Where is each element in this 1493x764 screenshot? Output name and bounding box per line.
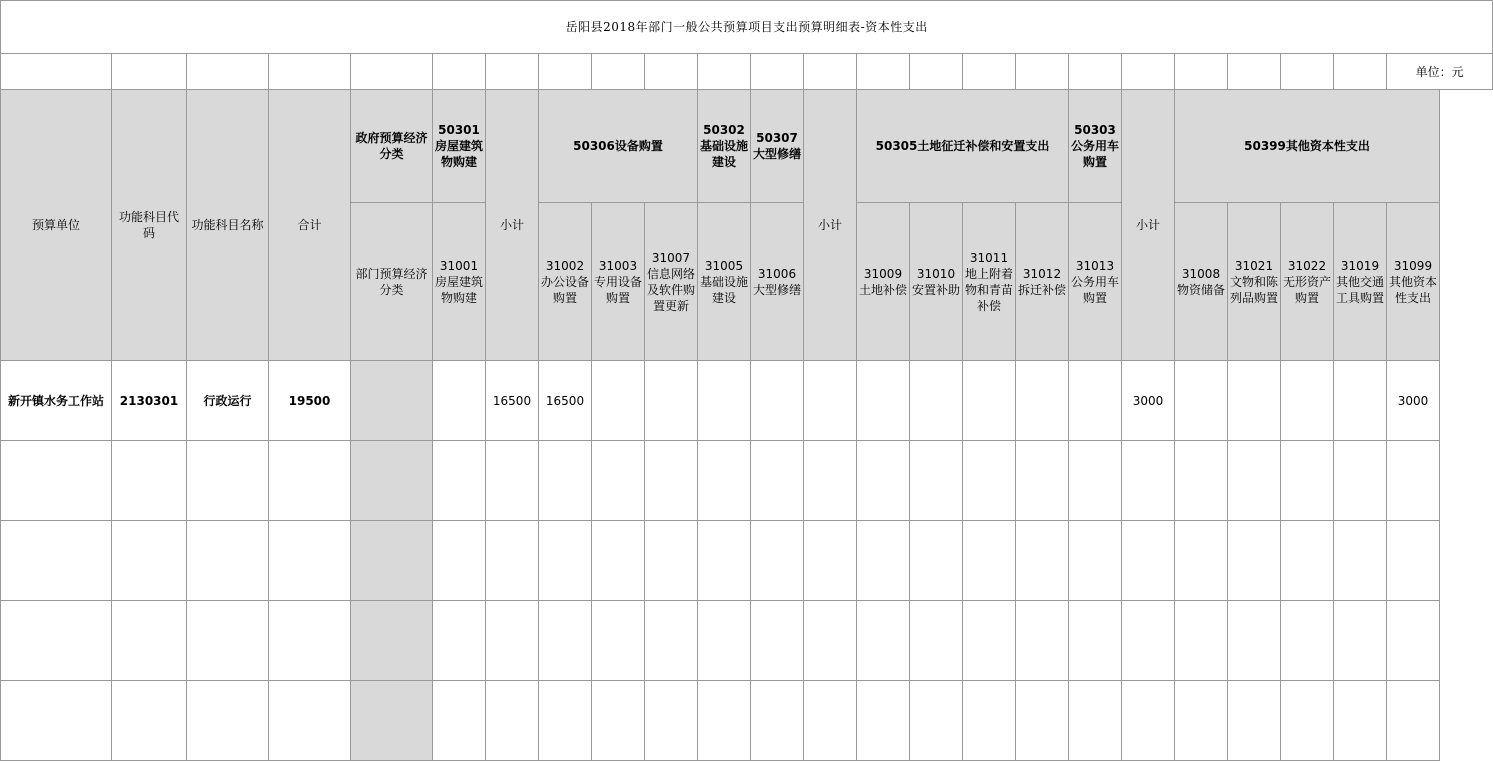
empty-cell [1281, 441, 1334, 521]
empty-cell [1016, 681, 1069, 761]
header-budget-unit: 预算单位 [1, 90, 112, 361]
header-31012: 31012拆迁补偿 [1016, 203, 1069, 361]
empty-cell [433, 681, 486, 761]
unit-label: 单位：元 [1387, 54, 1493, 90]
empty-cell [1, 681, 112, 761]
cell-31007 [645, 361, 698, 441]
empty-cell [1069, 601, 1122, 681]
header-31021: 31021文物和陈列品购置 [1228, 203, 1281, 361]
empty-cell [1228, 681, 1281, 761]
empty-cell [698, 681, 751, 761]
header-gov-econ: 政府预算经济分类 [351, 90, 433, 203]
header-func-code: 功能科目代码 [112, 90, 187, 361]
empty-cell [351, 521, 433, 601]
empty-cell [592, 441, 645, 521]
empty-cell [1387, 601, 1440, 681]
empty-cell [1069, 54, 1122, 90]
empty-cell [751, 54, 804, 90]
empty-cell [804, 601, 857, 681]
empty-cell [187, 54, 269, 90]
empty-cell [910, 521, 963, 601]
cell-31001 [433, 361, 486, 441]
header-31013: 31013公务用车购置 [1069, 203, 1122, 361]
cell-subtotal-1: 16500 [486, 361, 539, 441]
empty-cell [187, 521, 269, 601]
empty-cell [698, 601, 751, 681]
empty-cell [1122, 521, 1175, 601]
empty-cell [1, 441, 112, 521]
empty-cell [698, 441, 751, 521]
empty-cell [592, 681, 645, 761]
empty-cell [539, 521, 592, 601]
cell-func-name: 行政运行 [187, 361, 269, 441]
empty-cell [592, 521, 645, 601]
header-dept-econ: 部门预算经济分类 [351, 203, 433, 361]
empty-cell [698, 521, 751, 601]
cell-31012 [1016, 361, 1069, 441]
cell-31099: 3000 [1387, 361, 1440, 441]
empty-cell [1228, 601, 1281, 681]
cell-31019 [1334, 361, 1387, 441]
header-subtotal-2: 小计 [804, 90, 857, 361]
empty-cell [433, 54, 486, 90]
header-50305: 50305土地征迁补偿和安置支出 [857, 90, 1069, 203]
empty-cell [804, 681, 857, 761]
cell-31021 [1228, 361, 1281, 441]
empty-cell [1016, 521, 1069, 601]
empty-cell [486, 601, 539, 681]
empty-cell [1228, 521, 1281, 601]
empty-cell [112, 441, 187, 521]
empty-cell [857, 54, 910, 90]
table-row [1, 601, 1493, 681]
cell-31013 [1069, 361, 1122, 441]
cell-econ [351, 361, 433, 441]
header-50306: 50306设备购置 [539, 90, 698, 203]
empty-cell [1387, 681, 1440, 761]
empty-cell [539, 601, 592, 681]
empty-cell [804, 54, 857, 90]
cell-31011 [963, 361, 1016, 441]
empty-cell [1387, 441, 1440, 521]
empty-cell [857, 601, 910, 681]
header-31099: 31099其他资本性支出 [1387, 203, 1440, 361]
empty-cell [910, 441, 963, 521]
empty-cell [1175, 521, 1228, 601]
empty-cell [1281, 521, 1334, 601]
empty-cell [1281, 681, 1334, 761]
empty-cell [645, 601, 698, 681]
table-row [1, 441, 1493, 521]
empty-cell [112, 681, 187, 761]
empty-cell [1, 601, 112, 681]
cell-31006 [751, 361, 804, 441]
cell-31005 [698, 361, 751, 441]
header-total: 合计 [269, 90, 351, 361]
empty-cell [910, 601, 963, 681]
header-31019: 31019其他交通工具购置 [1334, 203, 1387, 361]
empty-cell [269, 521, 351, 601]
empty-cell [1122, 601, 1175, 681]
empty-cell [1122, 54, 1175, 90]
empty-cell [963, 54, 1016, 90]
empty-cell [351, 601, 433, 681]
empty-cell [857, 441, 910, 521]
empty-cell [1334, 681, 1387, 761]
header-31009: 31009土地补偿 [857, 203, 910, 361]
header-50303: 50303公务用车购置 [1069, 90, 1122, 203]
cell-31010 [910, 361, 963, 441]
empty-cell [592, 601, 645, 681]
header-50302: 50302基础设施建设 [698, 90, 751, 203]
cell-31022 [1281, 361, 1334, 441]
empty-cell [963, 441, 1016, 521]
empty-cell [486, 521, 539, 601]
header-50307: 50307大型修缮 [751, 90, 804, 203]
empty-cell [1069, 441, 1122, 521]
page-title: 岳阳县2018年部门一般公共预算项目支出预算明细表-资本性支出 [1, 1, 1493, 54]
header-31011: 31011地上附着物和青苗补偿 [963, 203, 1016, 361]
empty-cell [804, 521, 857, 601]
header-31022: 31022无形资产购置 [1281, 203, 1334, 361]
empty-cell [486, 681, 539, 761]
empty-cell [433, 441, 486, 521]
header-row-1 [1, 90, 1493, 203]
empty-cell [857, 681, 910, 761]
empty-cell [1, 54, 112, 90]
empty-cell [1281, 601, 1334, 681]
empty-cell [1069, 681, 1122, 761]
empty-cell [698, 54, 751, 90]
empty-cell [751, 601, 804, 681]
header-31007: 31007信息网络及软件购置更新 [645, 203, 698, 361]
header-31010: 31010安置补助 [910, 203, 963, 361]
header-31001: 31001房屋建筑物购建 [433, 203, 486, 361]
empty-cell [1334, 54, 1387, 90]
empty-cell [1, 521, 112, 601]
empty-cell [1069, 521, 1122, 601]
empty-cell [1334, 601, 1387, 681]
empty-cell [1281, 54, 1334, 90]
header-subtotal-3: 小计 [1122, 90, 1175, 361]
empty-cell [592, 54, 645, 90]
empty-cell [1228, 54, 1281, 90]
empty-cell [963, 681, 1016, 761]
empty-cell [539, 54, 592, 90]
unit-row [1, 54, 1493, 90]
empty-cell [645, 441, 698, 521]
empty-cell [486, 54, 539, 90]
empty-cell [751, 441, 804, 521]
empty-cell [1387, 521, 1440, 601]
empty-cell [1122, 681, 1175, 761]
empty-cell [539, 441, 592, 521]
table-row [1, 681, 1493, 761]
header-31005: 31005基础设施建设 [698, 203, 751, 361]
table-row [1, 361, 1493, 441]
empty-cell [539, 681, 592, 761]
empty-cell [645, 681, 698, 761]
empty-cell [351, 54, 433, 90]
table-row [1, 521, 1493, 601]
empty-cell [1122, 441, 1175, 521]
empty-cell [645, 54, 698, 90]
header-31006: 31006大型修缮 [751, 203, 804, 361]
empty-cell [1016, 441, 1069, 521]
empty-cell [433, 521, 486, 601]
cell-31008 [1175, 361, 1228, 441]
cell-subtotal-2 [804, 361, 857, 441]
header-31002: 31002办公设备购置 [539, 203, 592, 361]
header-subtotal-1: 小计 [486, 90, 539, 361]
empty-cell [963, 521, 1016, 601]
empty-cell [1175, 54, 1228, 90]
empty-cell [269, 54, 351, 90]
cell-31009 [857, 361, 910, 441]
empty-cell [269, 681, 351, 761]
empty-cell [187, 441, 269, 521]
empty-cell [351, 441, 433, 521]
header-func-name: 功能科目名称 [187, 90, 269, 361]
header-31003: 31003专用设备购置 [592, 203, 645, 361]
empty-cell [1334, 521, 1387, 601]
empty-cell [1334, 441, 1387, 521]
empty-cell [112, 601, 187, 681]
cell-31002: 16500 [539, 361, 592, 441]
cell-total: 19500 [269, 361, 351, 441]
empty-cell [351, 681, 433, 761]
empty-cell [910, 54, 963, 90]
cell-func-code: 2130301 [112, 361, 187, 441]
empty-cell [1228, 441, 1281, 521]
cell-31003 [592, 361, 645, 441]
header-50399: 50399其他资本性支出 [1175, 90, 1440, 203]
empty-cell [804, 441, 857, 521]
empty-cell [187, 681, 269, 761]
empty-cell [433, 601, 486, 681]
empty-cell [269, 601, 351, 681]
cell-subtotal-3: 3000 [1122, 361, 1175, 441]
empty-cell [751, 521, 804, 601]
empty-cell [112, 54, 187, 90]
empty-cell [269, 441, 351, 521]
empty-cell [1016, 54, 1069, 90]
empty-cell [645, 521, 698, 601]
cell-budget-unit: 新开镇水务工作站 [1, 361, 112, 441]
header-31008: 31008物资储备 [1175, 203, 1228, 361]
empty-cell [112, 521, 187, 601]
empty-cell [1175, 601, 1228, 681]
empty-cell [1175, 441, 1228, 521]
header-50301: 50301房屋建筑物购建 [433, 90, 486, 203]
empty-cell [486, 441, 539, 521]
empty-cell [910, 681, 963, 761]
empty-cell [857, 521, 910, 601]
empty-cell [963, 601, 1016, 681]
empty-cell [751, 681, 804, 761]
empty-cell [187, 601, 269, 681]
empty-cell [1175, 681, 1228, 761]
empty-cell [1016, 601, 1069, 681]
